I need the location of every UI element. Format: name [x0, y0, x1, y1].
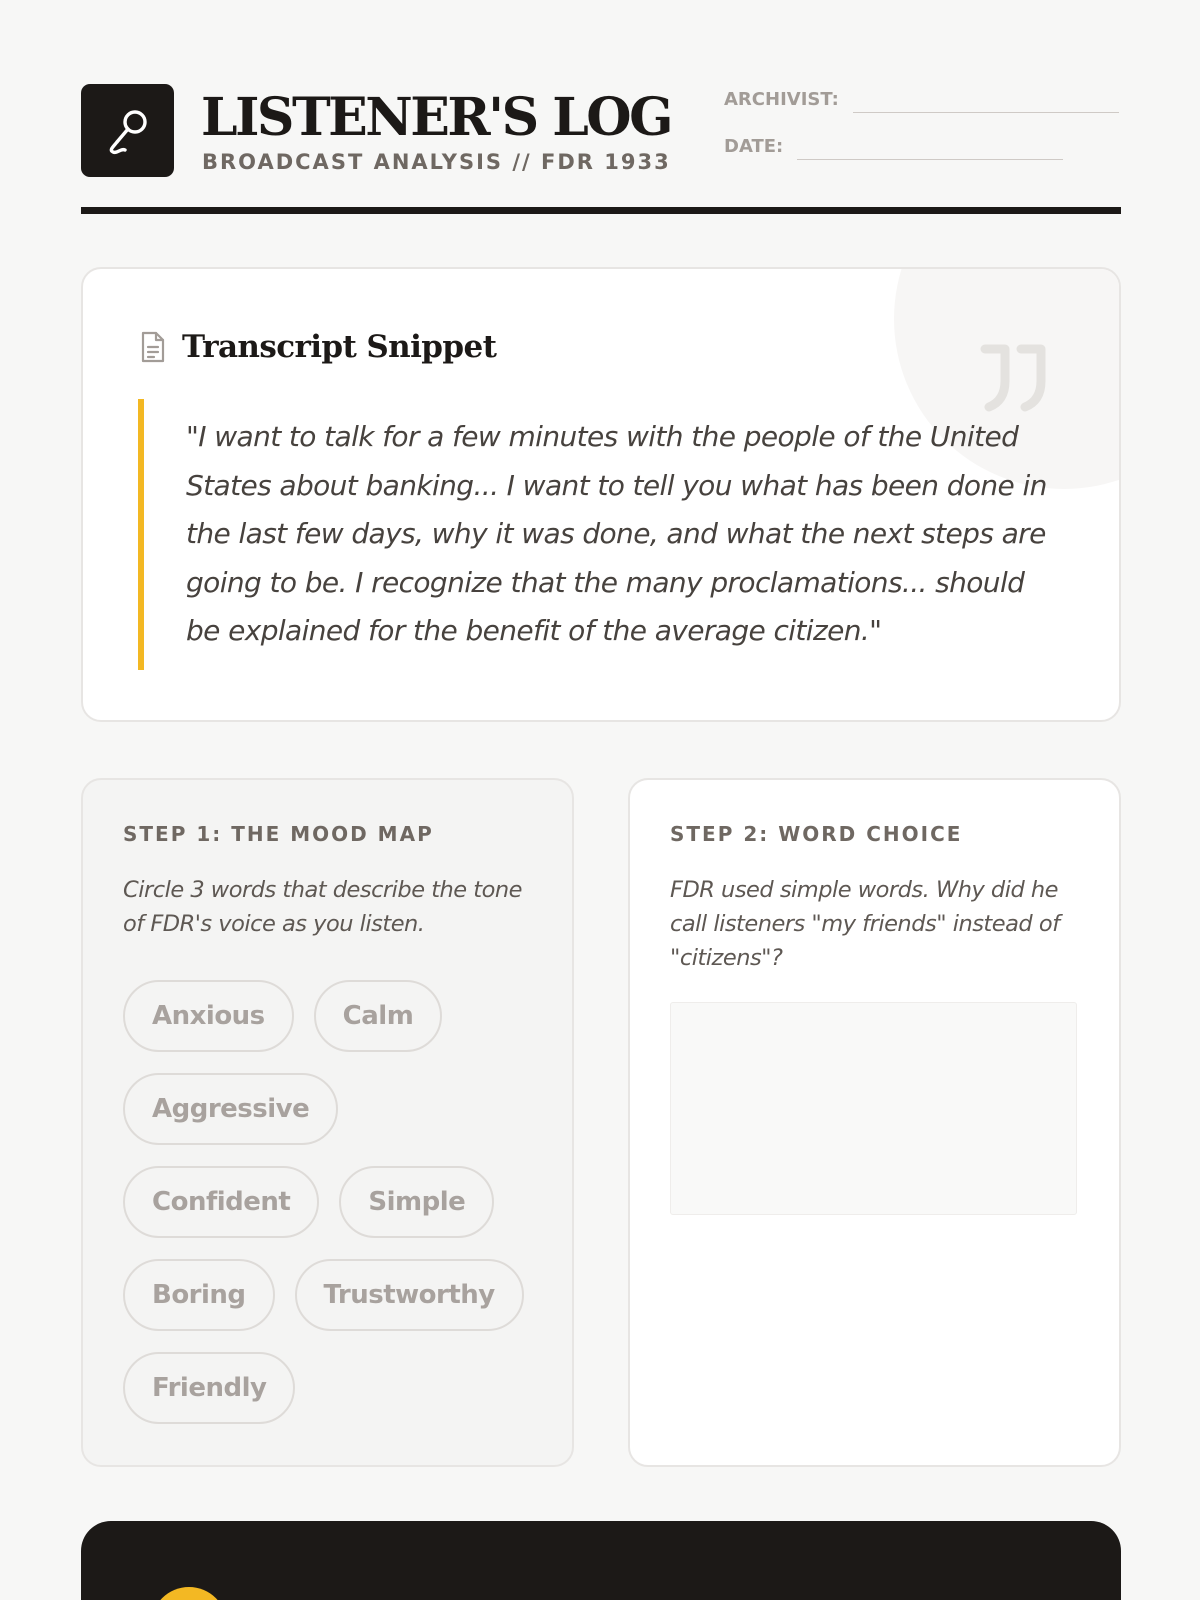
step2-instructions: FDR used simple words. Why did he call listeners "my friends" instead of "citizens"? — [670, 877, 1060, 971]
step1-heading: STEP 1: THE MOOD MAP — [123, 822, 434, 846]
mood-chip-boring[interactable]: Boring — [123, 1259, 275, 1331]
mood-chip-simple[interactable]: Simple — [339, 1166, 494, 1238]
page-header — [81, 80, 1121, 214]
mood-chip-group — [123, 980, 543, 1445]
transcript-title-row — [140, 329, 496, 365]
page-subtitle: BROADCAST ANALYSIS // FDR 1933 — [202, 150, 671, 174]
step1-instructions: Circle 3 words that describe the tone of FDR's voice as you listen. — [123, 877, 522, 937]
archivist-field-row — [724, 86, 1119, 113]
date-label: DATE: — [724, 136, 784, 157]
transcript-title: Transcript Snippet — [182, 329, 497, 365]
mood-chip-friendly[interactable]: Friendly — [123, 1352, 295, 1424]
archivist-label: ARCHIVIST: — [724, 89, 839, 110]
quote-icon — [977, 341, 1051, 415]
mood-chip-confident[interactable]: Confident — [123, 1166, 319, 1238]
mood-chip-trustworthy[interactable]: Trustworthy — [295, 1259, 524, 1331]
accent-circle — [151, 1587, 227, 1600]
archivist-field[interactable] — [853, 112, 1119, 113]
step2-card — [628, 778, 1121, 1467]
mood-chip-aggressive[interactable]: Aggressive — [123, 1073, 338, 1145]
chip-row — [123, 1352, 543, 1424]
chip-row — [123, 1259, 543, 1331]
mood-chip-anxious[interactable]: Anxious — [123, 980, 294, 1052]
logo — [81, 84, 174, 177]
chip-row — [123, 980, 543, 1052]
transcript-quote: "I want to talk for a few minutes with the people of the United States about banking... I want to tell you what has been done in the last few days, why it was done, and what the next steps are going to be. I recognize that the many proclamations... should be explained for the benefit of the average citizen." — [186, 420, 1047, 647]
step2-heading: STEP 2: WORD CHOICE — [670, 822, 963, 846]
bottom-panel — [81, 1521, 1121, 1600]
quote-accent-bar — [138, 399, 144, 670]
date-field[interactable] — [797, 159, 1063, 160]
header-divider — [81, 207, 1121, 214]
page-title: LISTENER'S LOG — [201, 87, 671, 148]
mood-chip-calm[interactable]: Calm — [314, 980, 443, 1052]
word-choice-answer-field[interactable] — [670, 1002, 1077, 1215]
chip-row — [123, 1166, 543, 1238]
document-icon — [140, 331, 166, 363]
chip-row — [123, 1073, 543, 1145]
date-field-row — [724, 133, 1063, 160]
step1-card — [81, 778, 574, 1467]
transcript-card — [81, 267, 1121, 722]
microphone-icon — [105, 106, 151, 156]
